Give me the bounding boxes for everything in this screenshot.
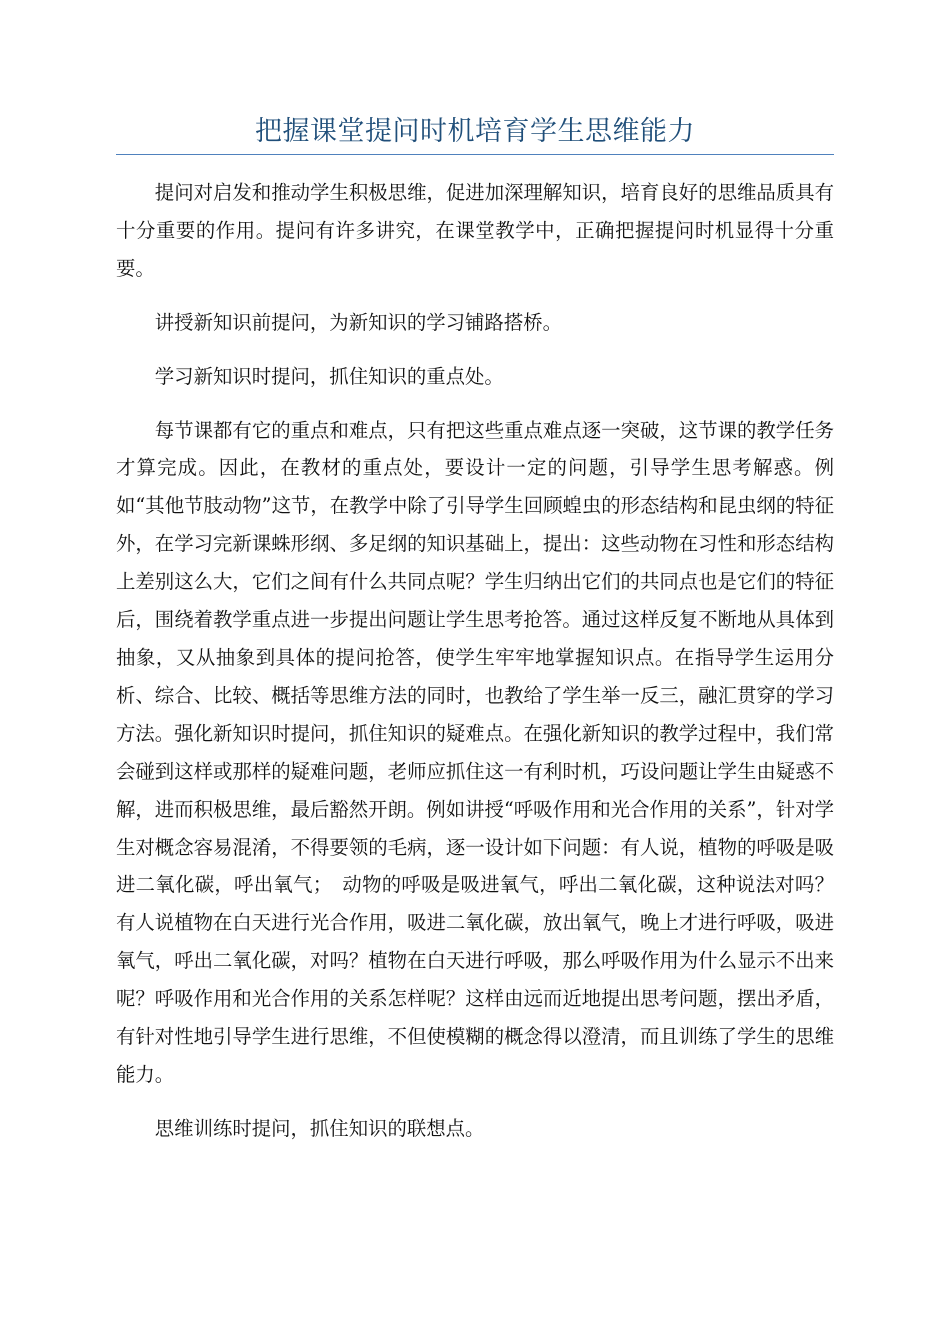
document-body xyxy=(116,174,834,1164)
paragraph-intro: 提问对启发和推动学生积极思维，促进加深理解知识，培育良好的思维品质具有十分重要的作用。提问有许多讲究，在课堂教学中，正确把握提问时机显得十分重要。 xyxy=(116,181,834,280)
paragraph-before-new-knowledge: 讲授新知识前提问，为新知识的学习铺路搭桥。 xyxy=(154,310,562,334)
title-underline xyxy=(116,154,834,155)
paragraph-key-points-example: 每节课都有它的重点和难点，只有把这些重点难点逐一突破，这节课的教学任务才算完成。因此，在教材的重点处，要设计一定的问题，引导学生思考解惑。例如“其他节肢动物”这节，在教学中除了引导学生回顾蝗虫的形态结构和昆虫纲的特征外，在学习完新课蛛形纲、多足纲的知识基础上，提出：这些动物在习性和形态结构上差别这么大，它们之间有什么共同点呢？学生归纳出它们的共同点也是它们的特征后，围绕着教学重点进一步提出问题让学生思考抢答。通过这样反复不断地从具体到抽象，又从抽象到具体的提问抢答，使学生牢牢地掌握知识点。在指导学生运用分析、综合、比较、概括等思维方法的同时，也教给了学生举一反三，融汇贯穿的学习方法。强化新知识时提问，抓住知识的疑难点。在强化新知识的教学过程中，我们常会碰到这样或那样的疑难问题，老师应抓住这一有利时机，巧设问题让学生由疑惑不解，进而积极思维，最后豁然开朗。例如讲授“呼吸作用和光合作用的关系”，针对学生对概念容易混淆，不得要领的毛病，逐一设计如下问题：有人说，植物的呼吸是吸进二氧化碳，呼出氧气； 动物的呼吸是吸进氧气，呼出二氧化碳，这种说法对吗？有人说植物在白天进行光合作用，吸进二氧化碳，放出氧气，晚上才进行呼吸，吸进氧气，呼出二氧化碳，对吗？植物在白天进行呼吸，那么呼吸作用为什么显示不出来呢？呼吸作用和光合作用的关系怎样呢？这样由远而近地提出思考问题，摆出矛盾，有针对性地引导学生进行思维，不但使模糊的概念得以澄清，而且训练了学生的思维能力。 xyxy=(116,418,834,1086)
paragraph-during-new-knowledge: 学习新知识时提问，抓住知识的重点处。 xyxy=(154,364,504,388)
paragraph-thinking-training: 思维训练时提问，抓住知识的联想点。 xyxy=(154,1116,485,1140)
document-title: 把握课堂提问时机培育学生思维能力 xyxy=(255,116,695,147)
